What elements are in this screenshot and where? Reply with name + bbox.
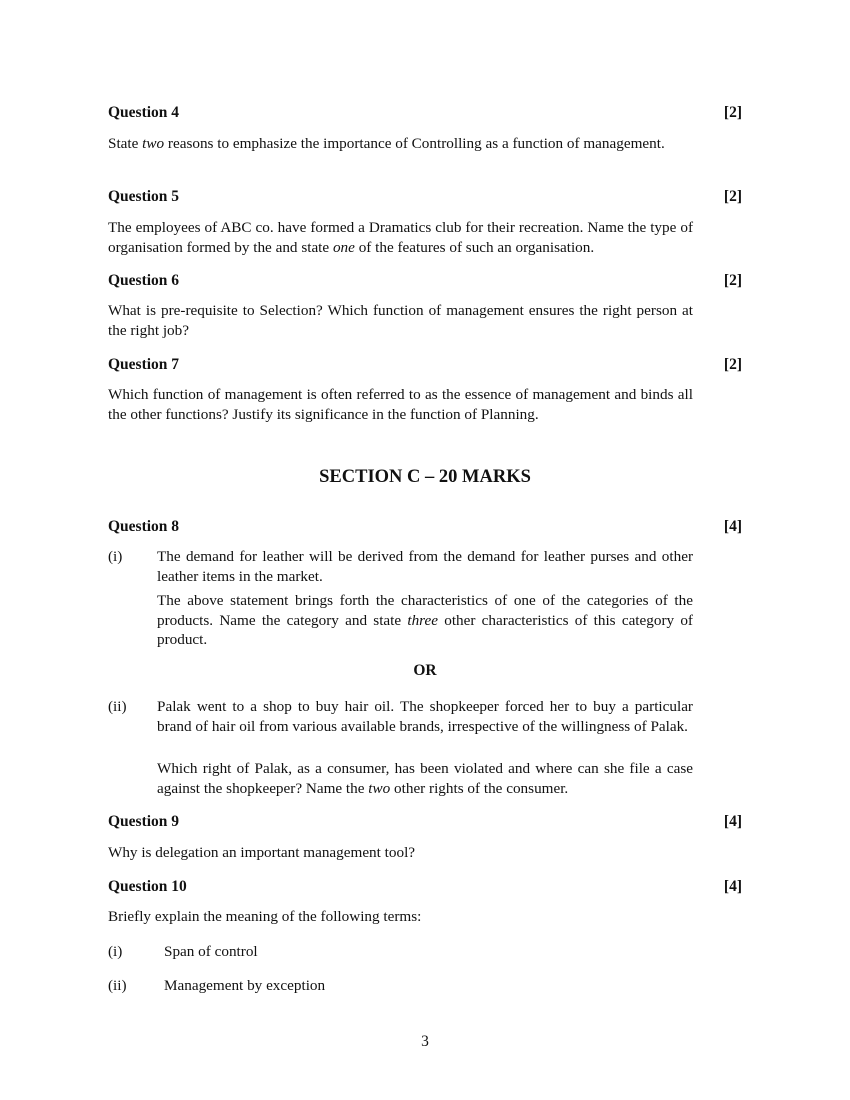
text-segment: The above statement brings forth the characteristics of one of the categories of the products. Name the category and state xyxy=(157,592,693,629)
text-segment: Which right of Palak, as a consumer, has been violated and where can she file a case against the shopkeeper? Name the xyxy=(157,760,693,797)
emphasis-text: two xyxy=(142,135,165,152)
text-segment: State xyxy=(108,135,143,152)
or-divider: OR xyxy=(413,662,437,679)
question-6-header xyxy=(108,271,742,291)
question-marks: [4] xyxy=(723,518,742,535)
question-6-text: What is pre-requisite to Selection? Which function of management ensures the right person at the right job? xyxy=(108,302,693,339)
question-marks: [2] xyxy=(723,356,742,373)
text-segment: of the features of such an organisation. xyxy=(354,238,595,256)
part-i-paragraph-2 xyxy=(157,591,693,650)
emphasis-text: three xyxy=(407,611,439,629)
page-number: 3 xyxy=(421,1033,429,1050)
question-10-header xyxy=(108,877,742,897)
question-title: Question 6 xyxy=(108,272,180,289)
term-text: Management by exception xyxy=(164,977,326,994)
text-segment: other rights of the consumer. xyxy=(390,779,569,797)
question-8-header xyxy=(108,517,742,537)
part-ii-paragraph-1: Palak went to a shop to buy hair oil. The shopkeeper forced her to buy a particular brand of hair oil from various available brands, irrespective of the willingness of Palak. xyxy=(157,698,693,735)
question-marks: [2] xyxy=(723,104,742,121)
section-c-title: SECTION C – 20 MARKS xyxy=(319,467,531,487)
question-5-text xyxy=(108,218,693,257)
question-7-text: Which function of management is often referred to as the essence of management and binds all the other functions? Justify its significance in the function of Planning. xyxy=(108,386,693,423)
question-marks: [4] xyxy=(723,878,742,895)
emphasis-text: one xyxy=(332,238,355,256)
question-marks: [4] xyxy=(723,813,742,830)
question-title: Question 5 xyxy=(108,188,180,205)
question-title: Question 4 xyxy=(108,104,180,121)
question-marks: [2] xyxy=(723,188,742,205)
part-ii-label: (ii) xyxy=(108,698,127,715)
term-label: (i) xyxy=(108,943,123,960)
text-segment: The employees of ABC co. have formed a Dramatics club for their recreation. Name the type of organisation formed by the and state xyxy=(108,219,693,256)
term-text: Span of control xyxy=(164,943,258,960)
question-4-text xyxy=(108,134,693,154)
question-4-header xyxy=(108,103,742,123)
question-10-text: Briefly explain the meaning of the following terms: xyxy=(108,908,422,925)
part-ii-paragraph-2 xyxy=(157,759,693,798)
question-9-text: Why is delegation an important management tool? xyxy=(108,844,416,861)
question-title: Question 10 xyxy=(108,878,187,895)
part-i-label: (i) xyxy=(108,548,123,565)
text-segment: other characteristics of this category of product. xyxy=(157,611,693,648)
question-marks: [2] xyxy=(723,272,742,289)
question-9-header xyxy=(108,812,742,832)
text-segment: reasons to emphasize the importance of Controlling as a function of management. xyxy=(164,135,665,152)
question-title: Question 7 xyxy=(108,356,180,373)
question-7-header xyxy=(108,355,742,375)
question-title: Question 9 xyxy=(108,813,180,830)
question-5-header xyxy=(108,187,742,207)
question-title: Question 8 xyxy=(108,518,180,535)
emphasis-text: two xyxy=(368,779,391,797)
term-label: (ii) xyxy=(108,977,127,994)
part-i-paragraph-1: The demand for leather will be derived from the demand for leather purses and other leather items in the market. xyxy=(157,548,693,585)
